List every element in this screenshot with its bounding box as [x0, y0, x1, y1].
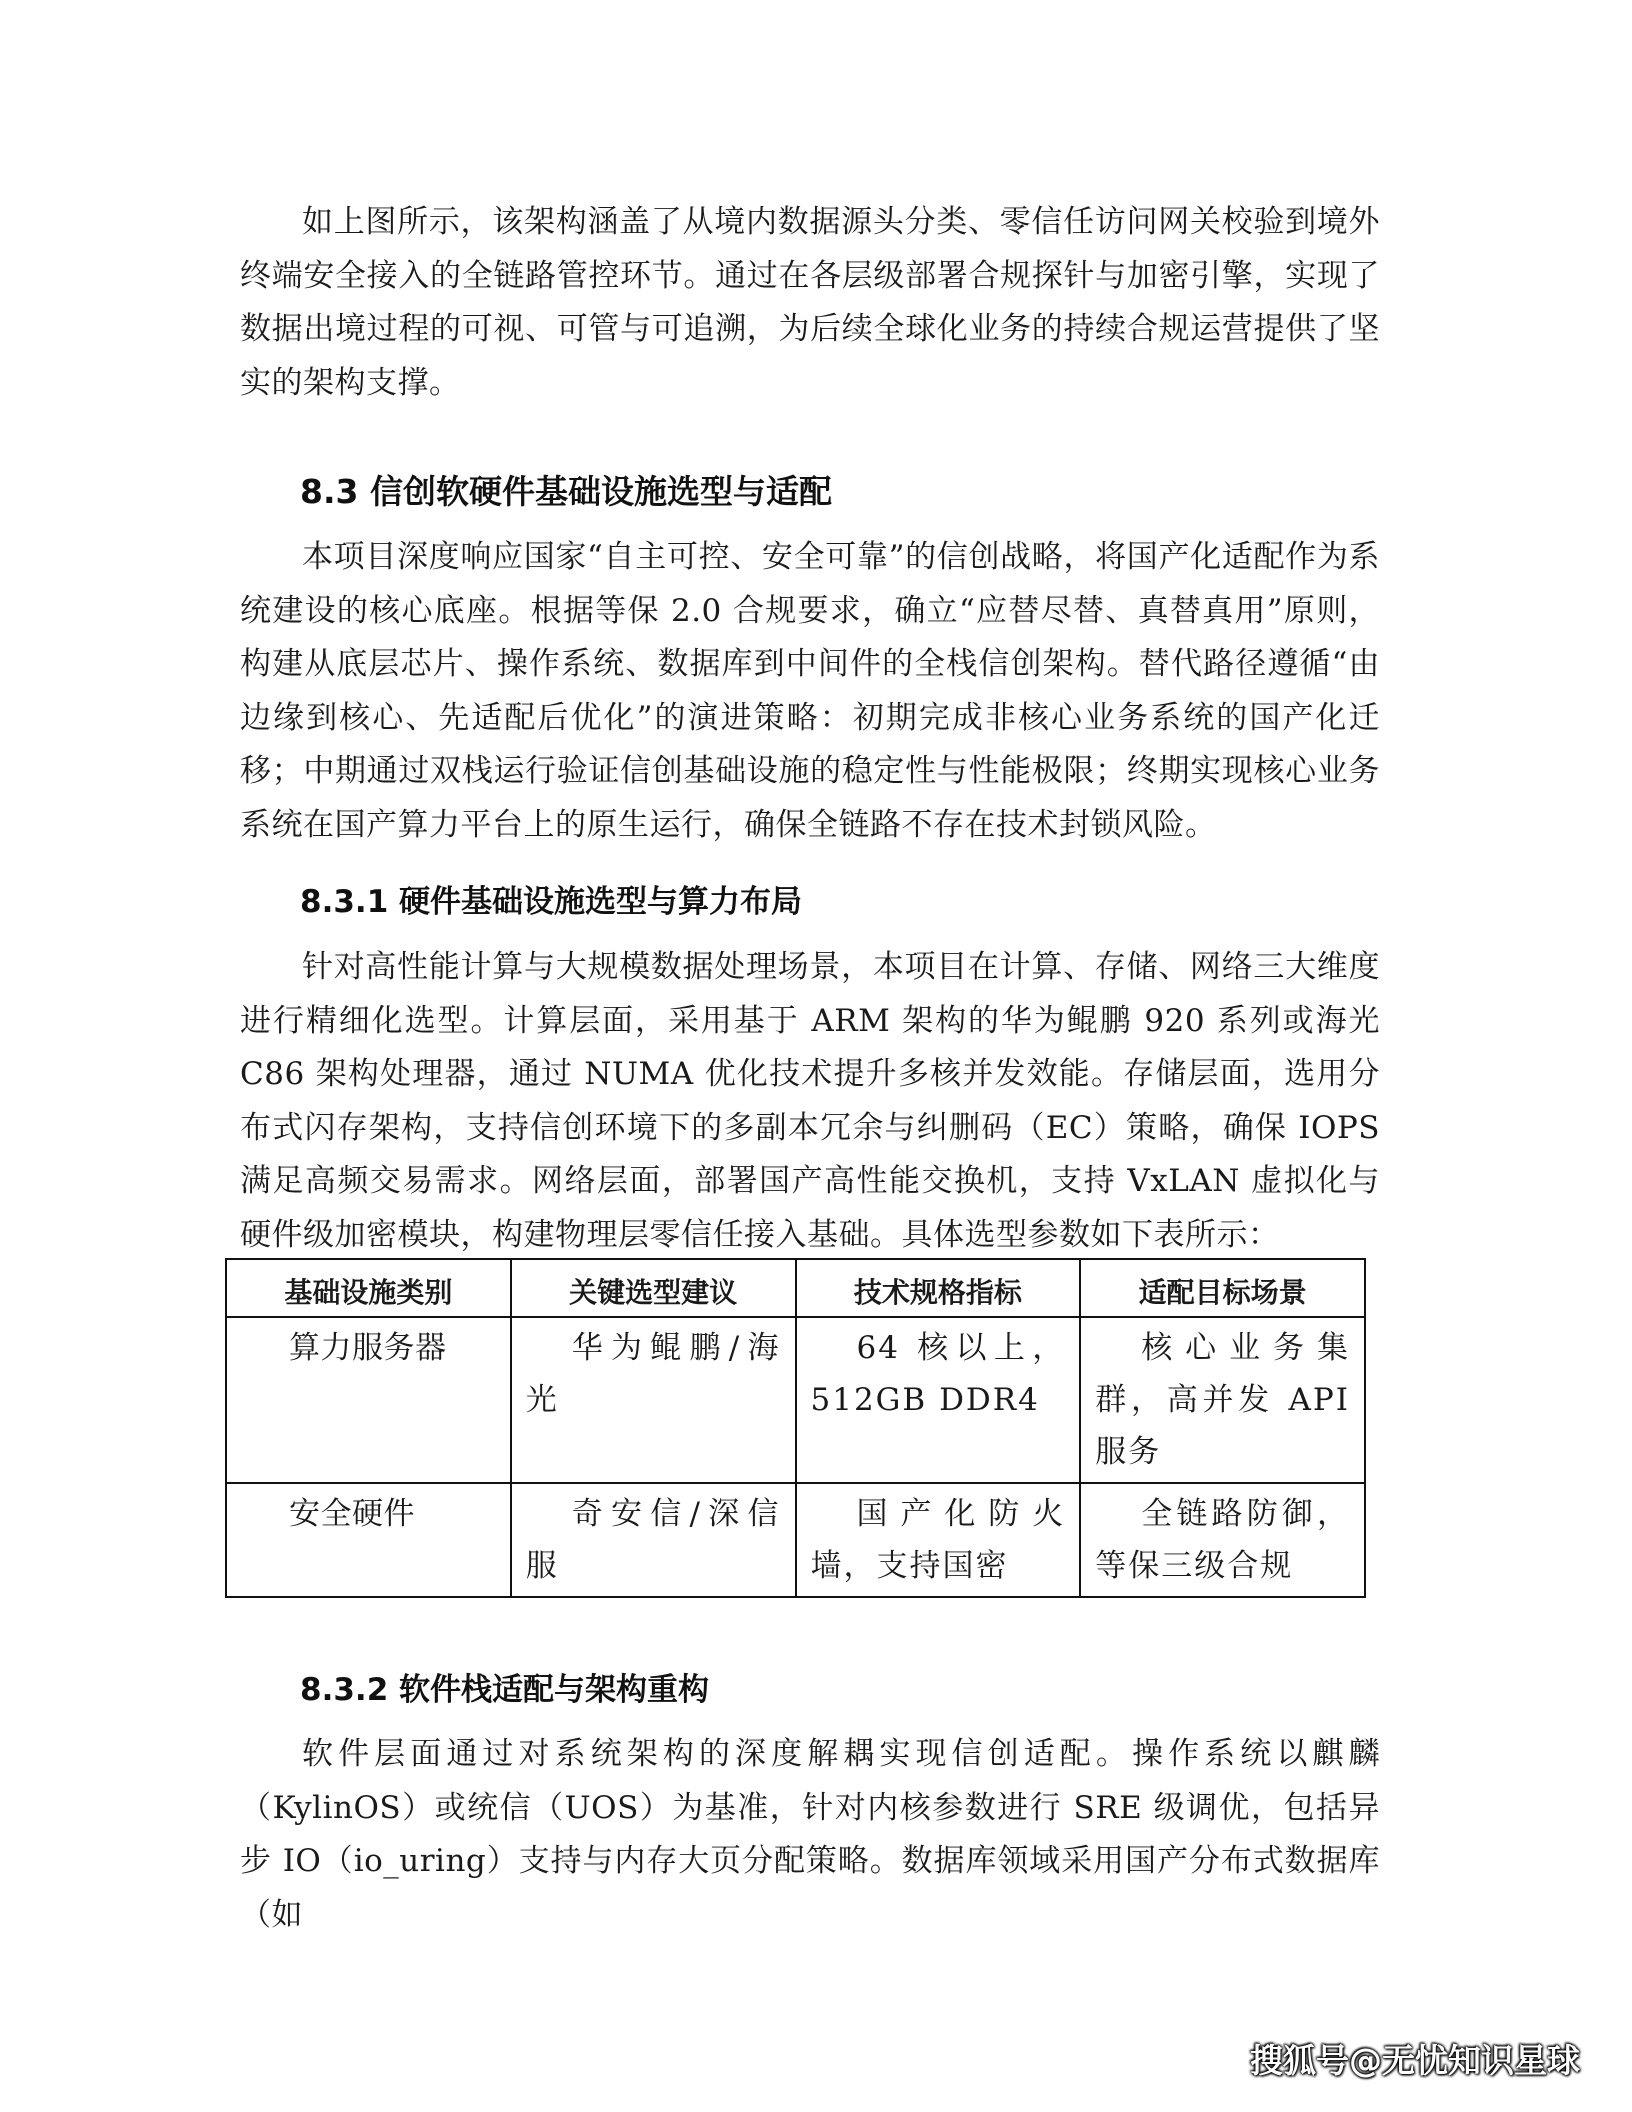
table-header-cell: 技术规格指标: [796, 1259, 1081, 1317]
section-8-3-paragraph: 本项目深度响应国家“自主可控、安全可靠”的信创战略，将国产化适配作为系统建设的核心底座。根据等保 2.0 合规要求，确立“应替尽替、真替真用”原则，构建从底层芯片、操作系统、数据库到中间件的全栈信创架构。替代路径遵循“由边缘到核心、先适配后优化”的演进策略：初期完成非核心业务系统的国产化迁移；中期通过双栈运行验证信创基础设施的稳定性与性能极限；终期实现核心业务系统在国产算力平台上的原生运行，确保全链路不存在技术封锁风险。: [240, 539, 1380, 843]
source-watermark: 搜狐号@无忧知识星球: [1250, 2041, 1580, 2080]
table-cell: 全链路防御，等保三级合规: [1080, 1483, 1365, 1597]
table-cell: 华为鲲鹏/海光: [511, 1317, 796, 1483]
intro-paragraph: 如上图所示，该架构涵盖了从境内数据源头分类、零信任访问网关校验到境外终端安全接入的全链路管控环节。通过在各层级部署合规探针与加密引擎，实现了数据出境过程的可视、可管与可追溯，为后续全球化业务的持续合规运营提供了坚实的架构支撑。: [240, 204, 1380, 401]
section-heading-8-3-2: 8.3.2 软件栈适配与架构重构: [300, 1672, 710, 1708]
table-header-cell: 基础设施类别: [226, 1259, 511, 1317]
table-header-row: [226, 1259, 1365, 1317]
table-row: [226, 1317, 1365, 1483]
section-heading-8-3: 8.3 信创软硬件基础设施选型与适配: [300, 472, 832, 511]
table-cell: 算力服务器: [226, 1317, 511, 1483]
section-heading-8-3-1: 8.3.1 硬件基础设施选型与算力布局: [300, 884, 803, 920]
table-header-cell: 适配目标场景: [1080, 1259, 1365, 1317]
table-cell: 奇安信/深信服: [511, 1483, 796, 1597]
table-cell: 核心业务集群，高并发 API 服务: [1080, 1317, 1365, 1483]
section-8-3-1-paragraph: 针对高性能计算与大规模数据处理场景，本项目在计算、存储、网络三大维度进行精细化选型。计算层面，采用基于 ARM 架构的华为鲲鹏 920 系列或海光 C86 架构处理器，通过 NUMA 优化技术提升多核并发效能。存储层面，选用分布式闪存架构，支持信创环境下的多副本冗余与纠删码（EC）策略，确保 IOPS 满足高频交易需求。网络层面，部署国产高性能交换机，支持 VxLAN 虚拟化与硬件级加密模块，构建物理层零信任接入基础。具体选型参数如下表所示：: [240, 949, 1380, 1253]
hardware-selection-table: [225, 1258, 1366, 1598]
table-cell: 64 核以上，512GB DDR4: [796, 1317, 1081, 1483]
table-cell: 安全硬件: [226, 1483, 511, 1597]
section-8-3-2-paragraph: 软件层面通过对系统架构的深度解耦实现信创适配。操作系统以麒麟（KylinOS）或统信（UOS）为基准，针对内核参数进行 SRE 级调优，包括异步 IO（io_uring）支持与内存大页分配策略。数据库领域采用国产分布式数据库（如: [240, 1736, 1380, 1933]
table-cell: 国产化防火墙，支持国密: [796, 1483, 1081, 1597]
table-header-cell: 关键选型建议: [511, 1259, 796, 1317]
table-row: [226, 1483, 1365, 1597]
